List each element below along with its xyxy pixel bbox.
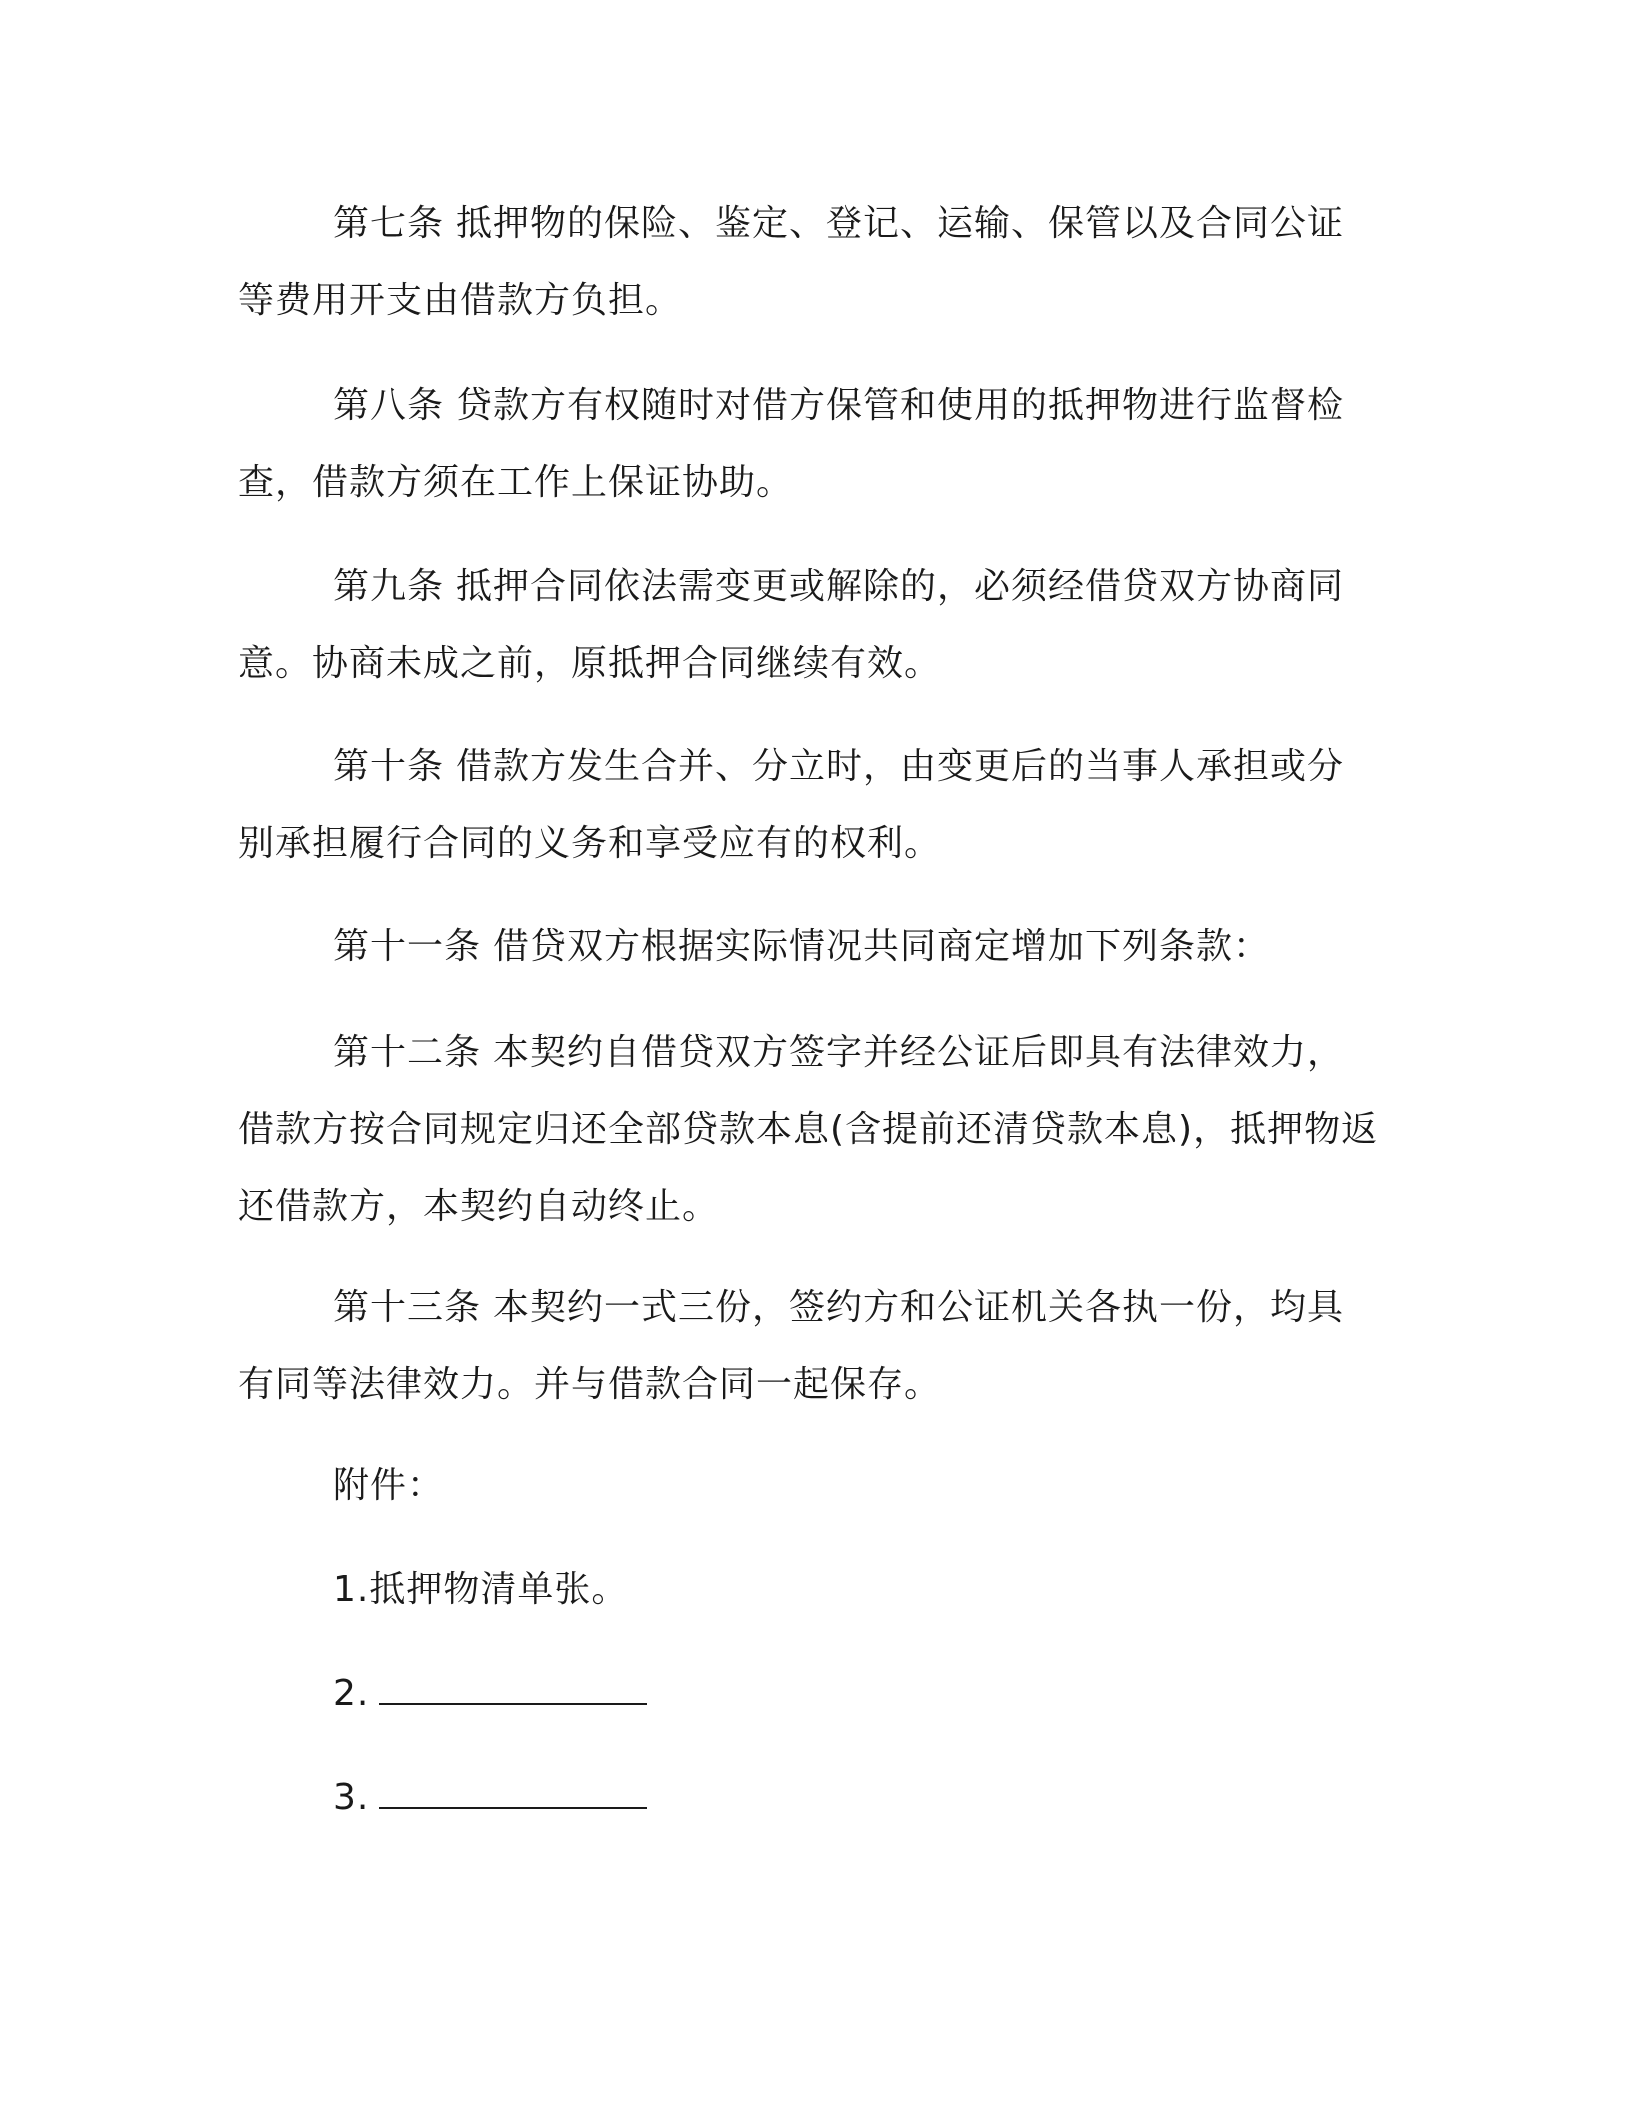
article-label: 第十条: [333, 746, 445, 787]
article-label: 第十三条: [333, 1287, 482, 1328]
article-13: [238, 1269, 1380, 1423]
attachment-number: 3.: [333, 1777, 370, 1818]
article-12: [238, 1014, 1380, 1245]
article-text: 本契约一式三份，签约方和公证机关各执一份，均具有同等法律效力。并与借款合同一起保存。: [238, 1287, 1345, 1405]
attachments-heading: 附件：: [333, 1465, 445, 1506]
article-text: 借贷双方根据实际情况共同商定增加下列条款：: [493, 926, 1271, 967]
article-text: 本契约自借贷双方签字并经公证后即具有法律效力，借款方按合同规定归还全部贷款本息(含提前还清贷款本息)，抵押物返还借款方，本契约自动终止。: [238, 1032, 1379, 1227]
article-label: 第七条: [333, 203, 445, 244]
article-text: 抵押合同依法需变更或解除的，必须经借贷双方协商同意。协商未成之前，原抵押合同继续有效。: [238, 566, 1345, 684]
attachment-item-2: [333, 1655, 647, 1732]
article-10: [238, 728, 1380, 882]
blank-line: [379, 1673, 647, 1705]
attachment-number: 2.: [333, 1673, 370, 1714]
article-label: 第十一条: [333, 926, 482, 967]
article-label: 第十二条: [333, 1032, 482, 1073]
article-text: 借款方发生合并、分立时，由变更后的当事人承担或分别承担履行合同的义务和享受应有的权利。: [238, 746, 1345, 864]
article-text: 抵押物的保险、鉴定、登记、运输、保管以及合同公证等费用开支由借款方负担。: [238, 203, 1345, 321]
attachment-item-1: [333, 1551, 628, 1628]
article-11: [238, 908, 1380, 985]
article-9: [238, 548, 1380, 702]
article-label: 第九条: [333, 566, 445, 607]
attachment-text: 抵押物清单张。: [369, 1569, 629, 1610]
blank-line: [379, 1777, 647, 1809]
attachment-item-3: [333, 1759, 647, 1836]
article-7: [238, 185, 1380, 339]
attachment-number: 1.: [333, 1569, 370, 1610]
article-8: [238, 367, 1380, 521]
article-text: 贷款方有权随时对借方保管和使用的抵押物进行监督检查，借款方须在工作上保证协助。: [238, 385, 1345, 503]
article-label: 第八条: [333, 385, 445, 426]
